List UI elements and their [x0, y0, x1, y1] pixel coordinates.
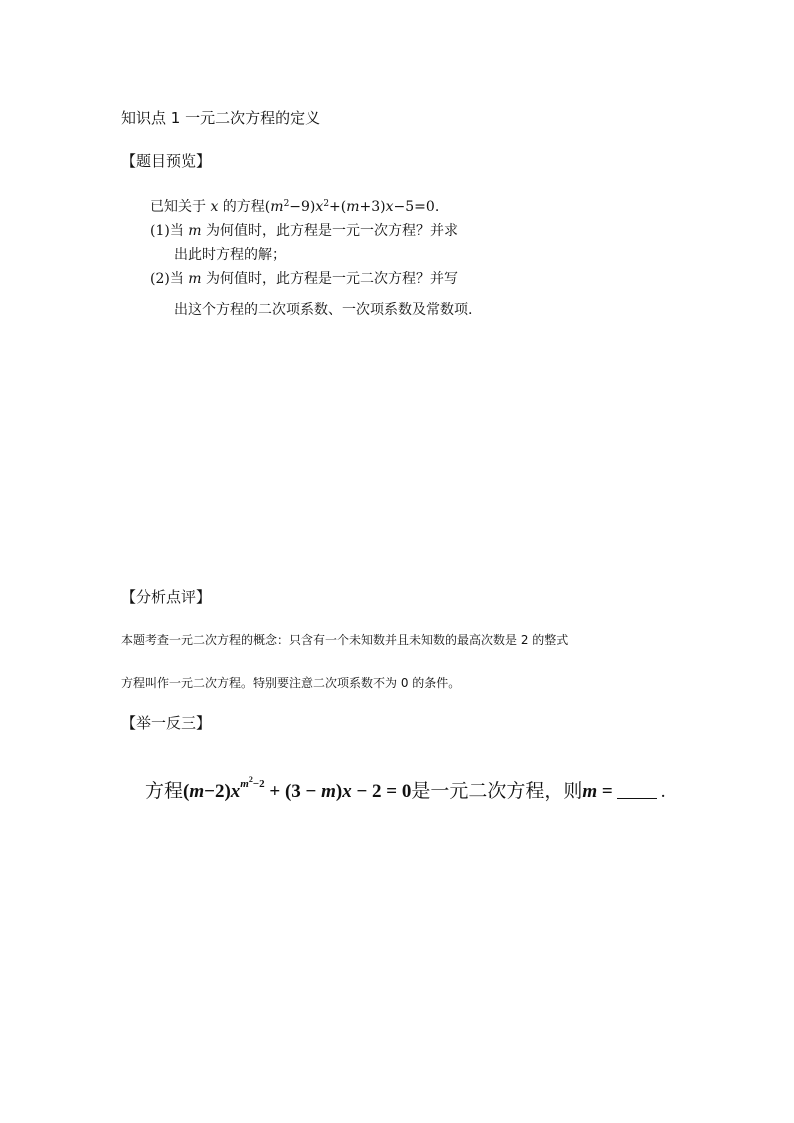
answer-blank[interactable]: [617, 784, 657, 799]
analysis-line-1: 本题考查一元二次方程的概念：只含有一个未知数并且未知数的最高次数是 2 的整式: [121, 633, 569, 647]
preview-heading: 【题目预览】: [121, 152, 212, 170]
problem-q1-line-2: 出此时方程的解；: [174, 247, 286, 263]
practice-equation: 方程$(m-2)x^{m^2-2} + (3 - m)x - 2 = 0$是一元二次方程，则m = .: [145, 775, 666, 802]
problem-q1-line-1: (1)当 m 为何值时，此方程是一元一次方程？并求: [150, 223, 459, 239]
analysis-heading: 【分析点评】: [121, 588, 212, 606]
problem-q2-line-2: 出这个方程的二次项系数、一次项系数及常数项.: [174, 302, 473, 318]
problem-q2-line-1: (2)当 m 为何值时，此方程是一元二次方程？并写: [150, 271, 459, 287]
problem-line-1: 已知关于 x 的方程$(m^2-9)x^2+(m+3)x-5=0$.: [150, 199, 440, 215]
section-title: 知识点 1 一元二次方程的定义: [121, 109, 321, 127]
analysis-line-2: 方程叫作一元二次方程。特别要注意二次项系数不为 0 的条件。: [121, 676, 461, 690]
practice-heading: 【举一反三】: [121, 714, 212, 732]
